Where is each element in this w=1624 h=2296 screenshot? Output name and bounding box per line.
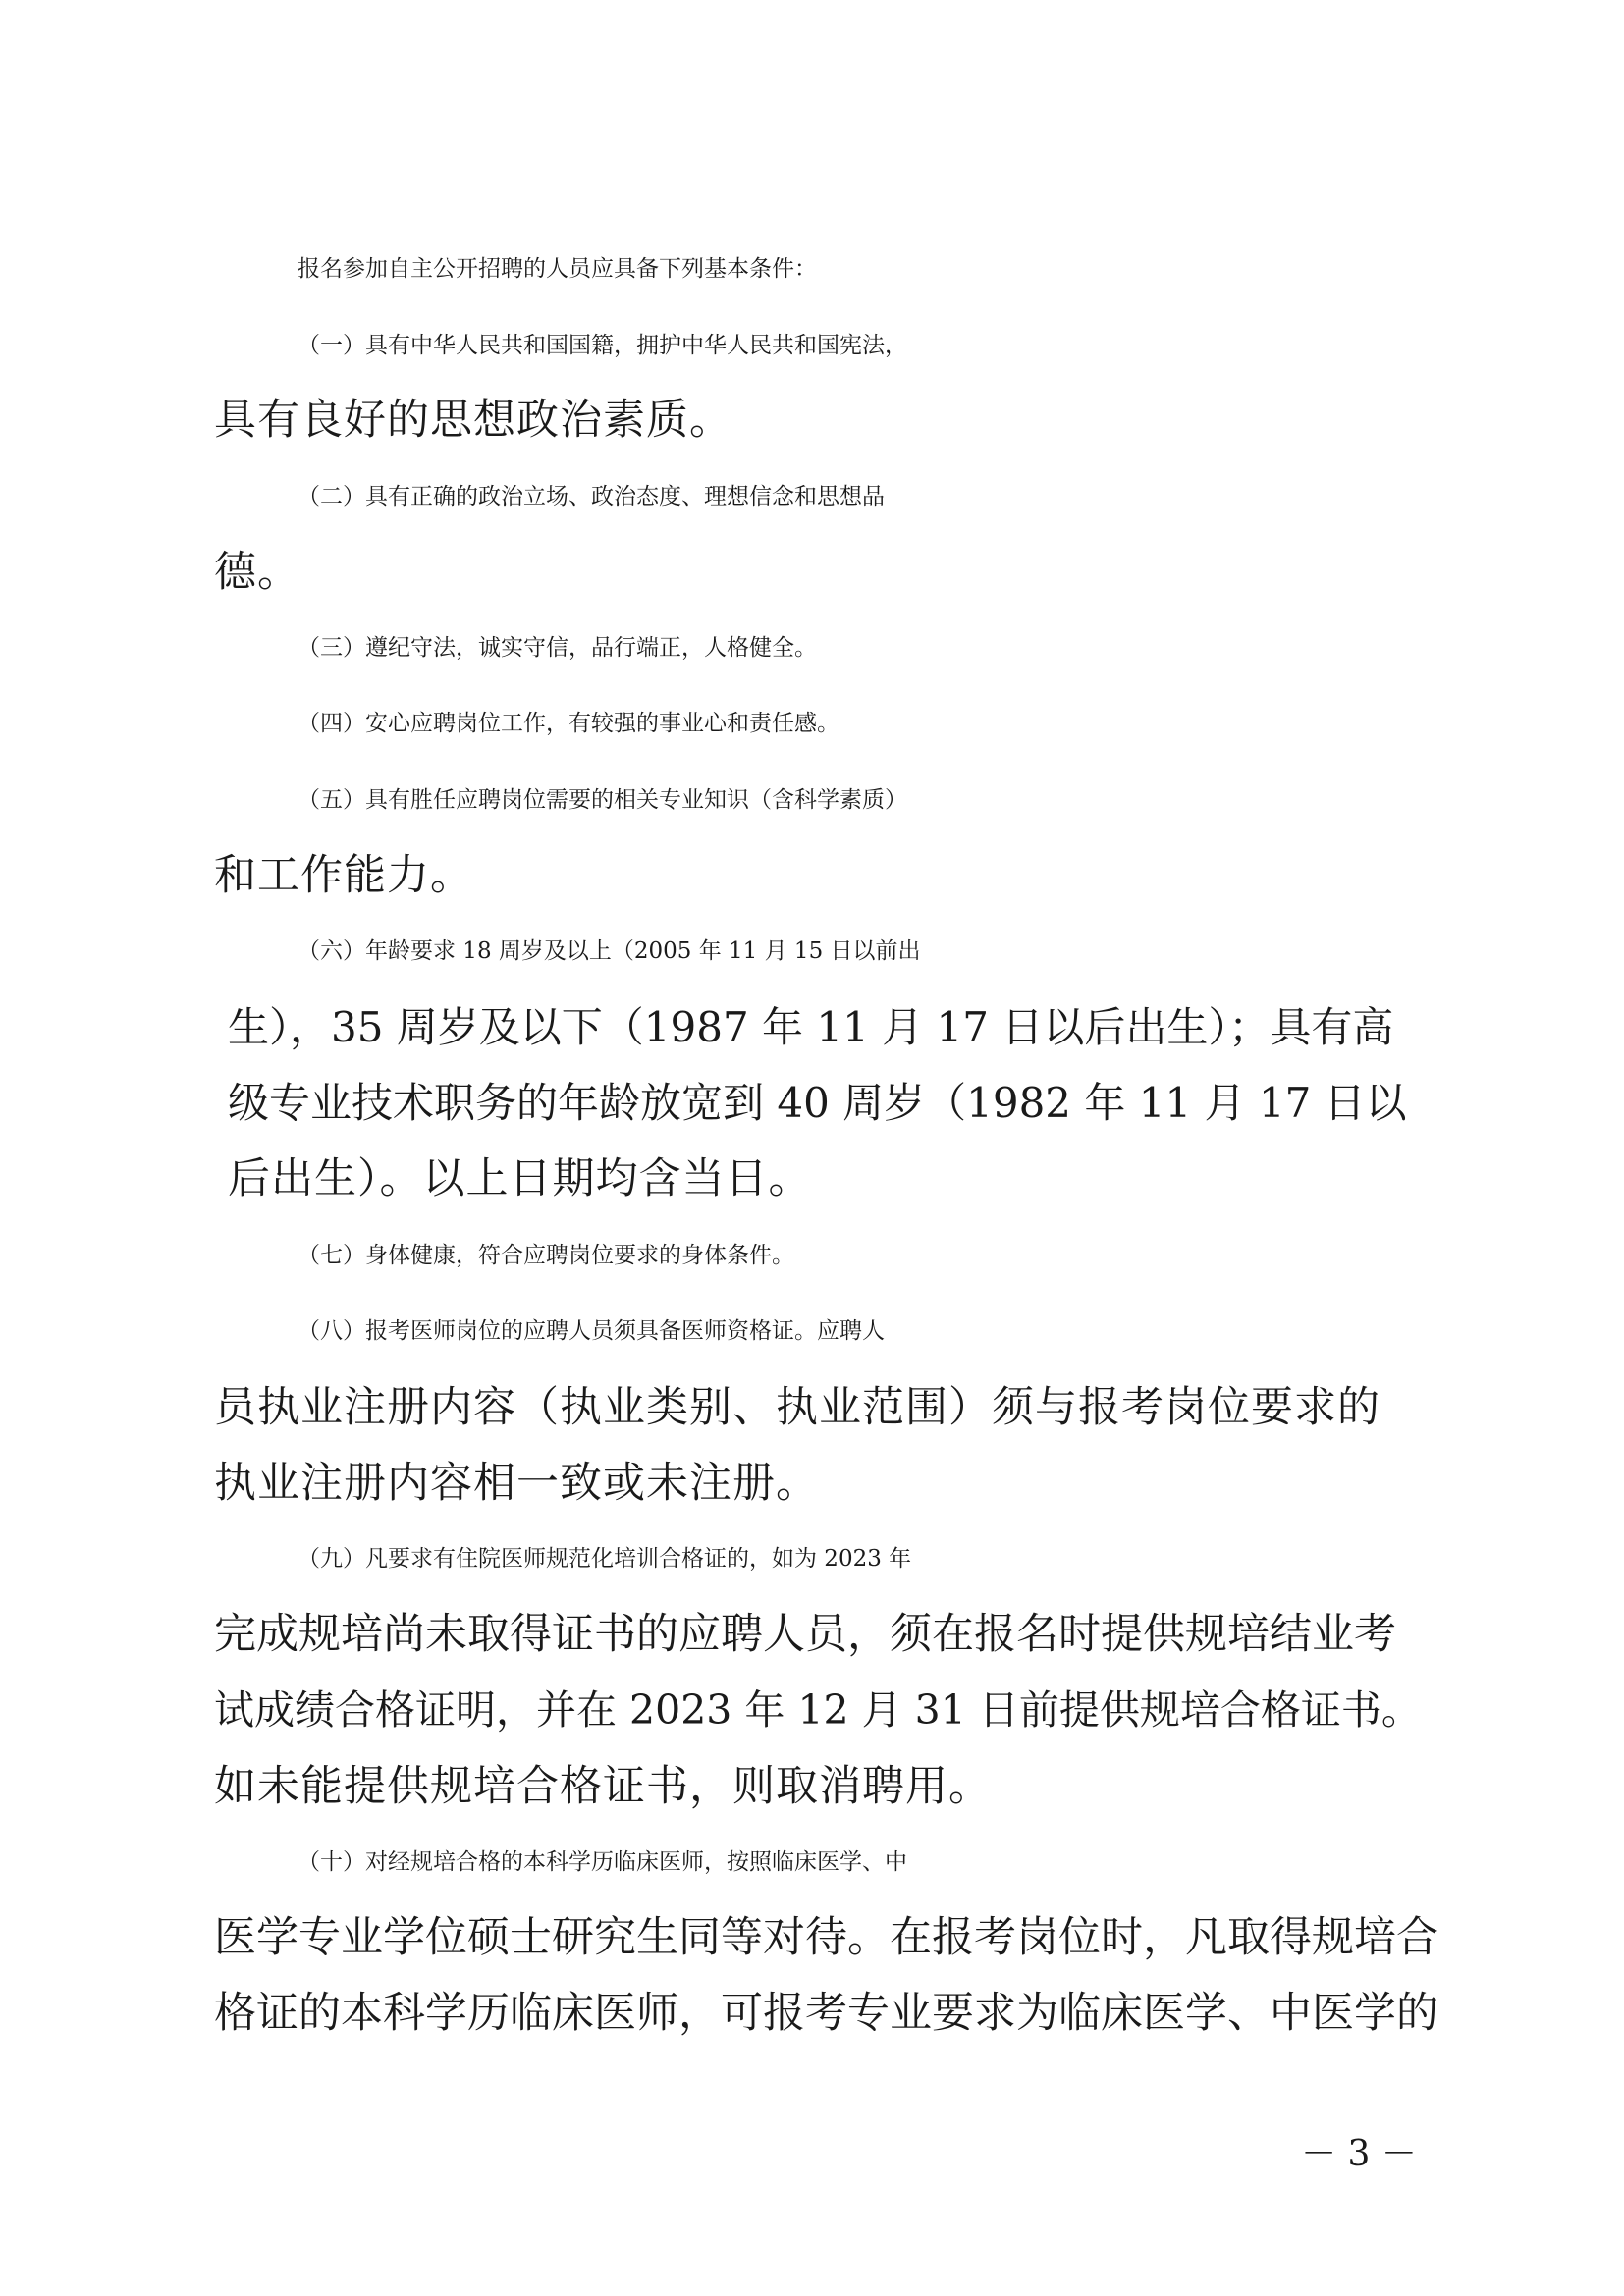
clause-8-line-3: 执业注册内容相一致或未注册。 — [214, 1459, 819, 1508]
clause-4-line: （四）安心应聘岗位工作，有较强的事业心和责任感。 — [298, 711, 839, 736]
page-number: － 3 － — [1301, 2134, 1417, 2174]
clause-2-line-1: （二）具有正确的政治立场、政治态度、理想信念和思想品 — [298, 484, 885, 509]
clause-3-line: （三）遵纪守法，诚实守信，品行端正，人格健全。 — [298, 635, 817, 661]
clause-10-line-2: 医学专业学位硕士研究生同等对待。在报考岗位时，凡取得规培合 — [214, 1913, 1438, 1962]
clause-5-line-1: （五）具有胜任应聘岗位需要的相关专业知识（含科学素质） — [298, 787, 907, 813]
clause-7-line: （七）身体健康，符合应聘岗位要求的身体条件。 — [298, 1243, 794, 1268]
clause-5-line-2: 和工作能力。 — [214, 851, 473, 900]
clause-6-line-1: （六）年龄要求 18 周岁及以上（2005 年 11 月 15 日以前出 — [298, 938, 921, 964]
clause-9-line-1: （九）凡要求有住院医师规范化培训合格证的，如为 2023 年 — [298, 1546, 912, 1572]
clause-9-line-2: 完成规培尚未取得证书的应聘人员，须在报名时提供规培结业考 — [214, 1610, 1396, 1659]
clause-2-line-2: 德。 — [214, 548, 300, 597]
clause-8-line-1: （八）报考医师岗位的应聘人员须具备医师资格证。应聘人 — [298, 1318, 885, 1344]
clause-9-line-4: 如未能提供规培合格证书，则取消聘用。 — [214, 1762, 992, 1811]
clause-9-line-3: 试成绩合格证明，并在 2023 年 12 月 31 日前提供规培合格证书。 — [214, 1686, 1422, 1734]
clause-10-line-3: 格证的本科学历临床医师，可报考专业要求为临床医学、中医学的 — [214, 1989, 1438, 2038]
clause-10-line-1: （十）对经规培合格的本科学历临床医师，按照临床医学、中 — [298, 1849, 907, 1875]
clause-1-line-1: （一）具有中华人民共和国国籍，拥护中华人民共和国宪法， — [298, 333, 907, 358]
clause-6-line-2: 生），35 周岁及以下（1987 年 11 月 17 日以后出生）；具有高 — [228, 1003, 1394, 1051]
clause-1-line-2: 具有良好的思想政治素质。 — [214, 396, 732, 445]
clause-8-line-2: 员执业注册内容（执业类别、执业范围）须与报考岗位要求的 — [214, 1383, 1380, 1432]
intro-line: 报名参加自主公开招聘的人员应具备下列基本条件： — [298, 256, 817, 282]
clause-6-line-3: 级专业技术职务的年龄放宽到 40 周岁（1982 年 11 月 17 日以 — [228, 1079, 1407, 1127]
clause-6-line-4: 后出生）。以上日期均含当日。 — [228, 1154, 812, 1203]
